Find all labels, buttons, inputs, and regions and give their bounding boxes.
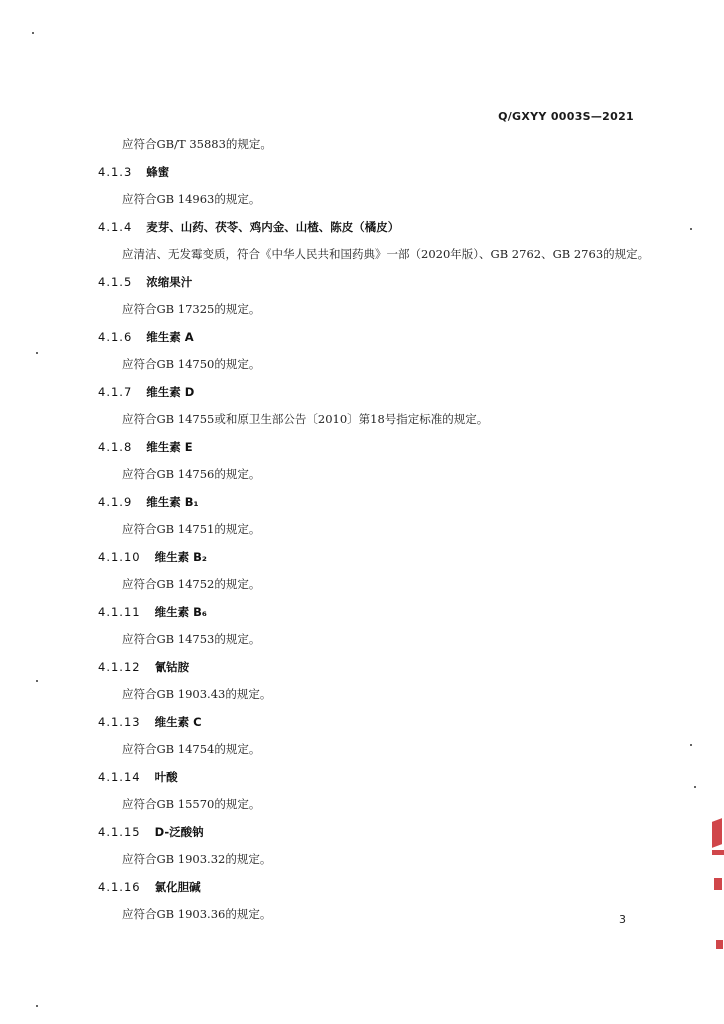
section-number: 4.1.14	[98, 770, 141, 784]
section-title: 浓缩果汁	[146, 275, 193, 289]
scan-speck	[36, 680, 38, 682]
scan-speck	[690, 744, 692, 746]
section-paragraph: 应符合GB 1903.43的规定。	[122, 687, 272, 701]
section-number: 4.1.5	[98, 275, 133, 289]
section-paragraph: 应符合GB 14751的规定。	[122, 522, 261, 536]
section-heading	[98, 492, 658, 512]
section-paragraph: 应符合GB 14754的规定。	[122, 742, 261, 756]
section-paragraph: 应符合GB 14963的规定。	[122, 192, 261, 206]
intro-paragraph: 应符合GB/T 35883的规定。	[122, 137, 272, 151]
stamp-stroke	[714, 878, 722, 890]
section-title: 叶酸	[154, 770, 178, 784]
section-heading	[98, 547, 658, 567]
stamp-stroke	[712, 850, 724, 855]
section-paragraph: 应符合GB 17325的规定。	[122, 302, 261, 316]
section-number: 4.1.16	[98, 880, 141, 894]
section-number: 4.1.11	[98, 605, 141, 619]
section-number: 4.1.15	[98, 825, 141, 839]
stamp-stroke	[716, 940, 723, 949]
scan-speck	[694, 786, 696, 788]
section-heading	[98, 162, 658, 182]
section-heading	[98, 712, 658, 732]
section-paragraph: 应符合GB 14756的规定。	[122, 467, 261, 481]
section-block	[98, 602, 658, 649]
section-number: 4.1.6	[98, 330, 133, 344]
section-title: 蜂蜜	[146, 165, 170, 179]
section-number: 4.1.12	[98, 660, 141, 674]
section-paragraph: 应符合GB 14750的规定。	[122, 357, 261, 371]
scan-speck	[690, 228, 692, 230]
section-heading	[98, 272, 658, 292]
section-paragraph: 应符合GB 1903.36的规定。	[122, 907, 272, 921]
section-number: 4.1.7	[98, 385, 133, 399]
scan-speck	[32, 32, 34, 34]
section-block	[98, 162, 658, 209]
section-number: 4.1.10	[98, 550, 141, 564]
section-block	[98, 767, 658, 814]
section-block	[98, 327, 658, 374]
section-heading	[98, 217, 658, 237]
document-body	[98, 134, 658, 932]
section-heading	[98, 767, 658, 787]
section-block	[98, 822, 658, 869]
section-block	[98, 712, 658, 759]
section-paragraph: 应符合GB 1903.32的规定。	[122, 852, 272, 866]
section-block	[98, 877, 658, 924]
scan-speck	[36, 1005, 38, 1007]
section-block	[98, 492, 658, 539]
document-code: Q/GXYY 0003S—2021	[498, 110, 634, 123]
section-number: 4.1.8	[98, 440, 133, 454]
section-number: 4.1.13	[98, 715, 141, 729]
section-title: 氯化胆碱	[154, 880, 201, 894]
section-paragraph: 应符合GB 14753的规定。	[122, 632, 261, 646]
section-number: 4.1.3	[98, 165, 133, 179]
section-title: D-泛酸钠	[154, 825, 204, 839]
scan-speck	[36, 352, 38, 354]
section-title: 维生素 B₁	[146, 495, 199, 509]
page-number: 3	[619, 913, 626, 926]
section-title: 维生素 C	[154, 715, 202, 729]
section-title: 维生素 B₂	[154, 550, 207, 564]
section-heading	[98, 382, 658, 402]
section-block	[98, 437, 658, 484]
section-title: 氰钴胺	[154, 660, 190, 674]
section-title: 维生素 E	[146, 440, 193, 454]
section-block	[98, 217, 658, 264]
section-title: 麦芽、山药、茯苓、鸡内金、山楂、陈皮（橘皮）	[146, 220, 400, 234]
section-paragraph: 应符合GB 14755或和原卫生部公告〔2010〕第18号指定标准的规定。	[122, 412, 489, 426]
section-paragraph: 应符合GB 15570的规定。	[122, 797, 261, 811]
stamp-stroke	[712, 818, 722, 848]
section-title: 维生素 D	[146, 385, 195, 399]
section-heading	[98, 437, 658, 457]
section-heading	[98, 602, 658, 622]
section-number: 4.1.9	[98, 495, 133, 509]
section-heading	[98, 877, 658, 897]
section-heading	[98, 657, 658, 677]
section-title: 维生素 A	[146, 330, 194, 344]
section-paragraph: 应清洁、无发霉变质，符合《中华人民共和国药典》一部（2020年版）、GB 2762、GB 2763的规定。	[122, 247, 650, 261]
sections-list	[98, 162, 658, 924]
section-block	[98, 272, 658, 319]
section-title: 维生素 B₆	[154, 605, 207, 619]
section-heading	[98, 327, 658, 347]
section-block	[98, 382, 658, 429]
section-heading	[98, 822, 658, 842]
section-paragraph: 应符合GB 14752的规定。	[122, 577, 261, 591]
section-block	[98, 657, 658, 704]
section-number: 4.1.4	[98, 220, 133, 234]
section-block	[98, 547, 658, 594]
